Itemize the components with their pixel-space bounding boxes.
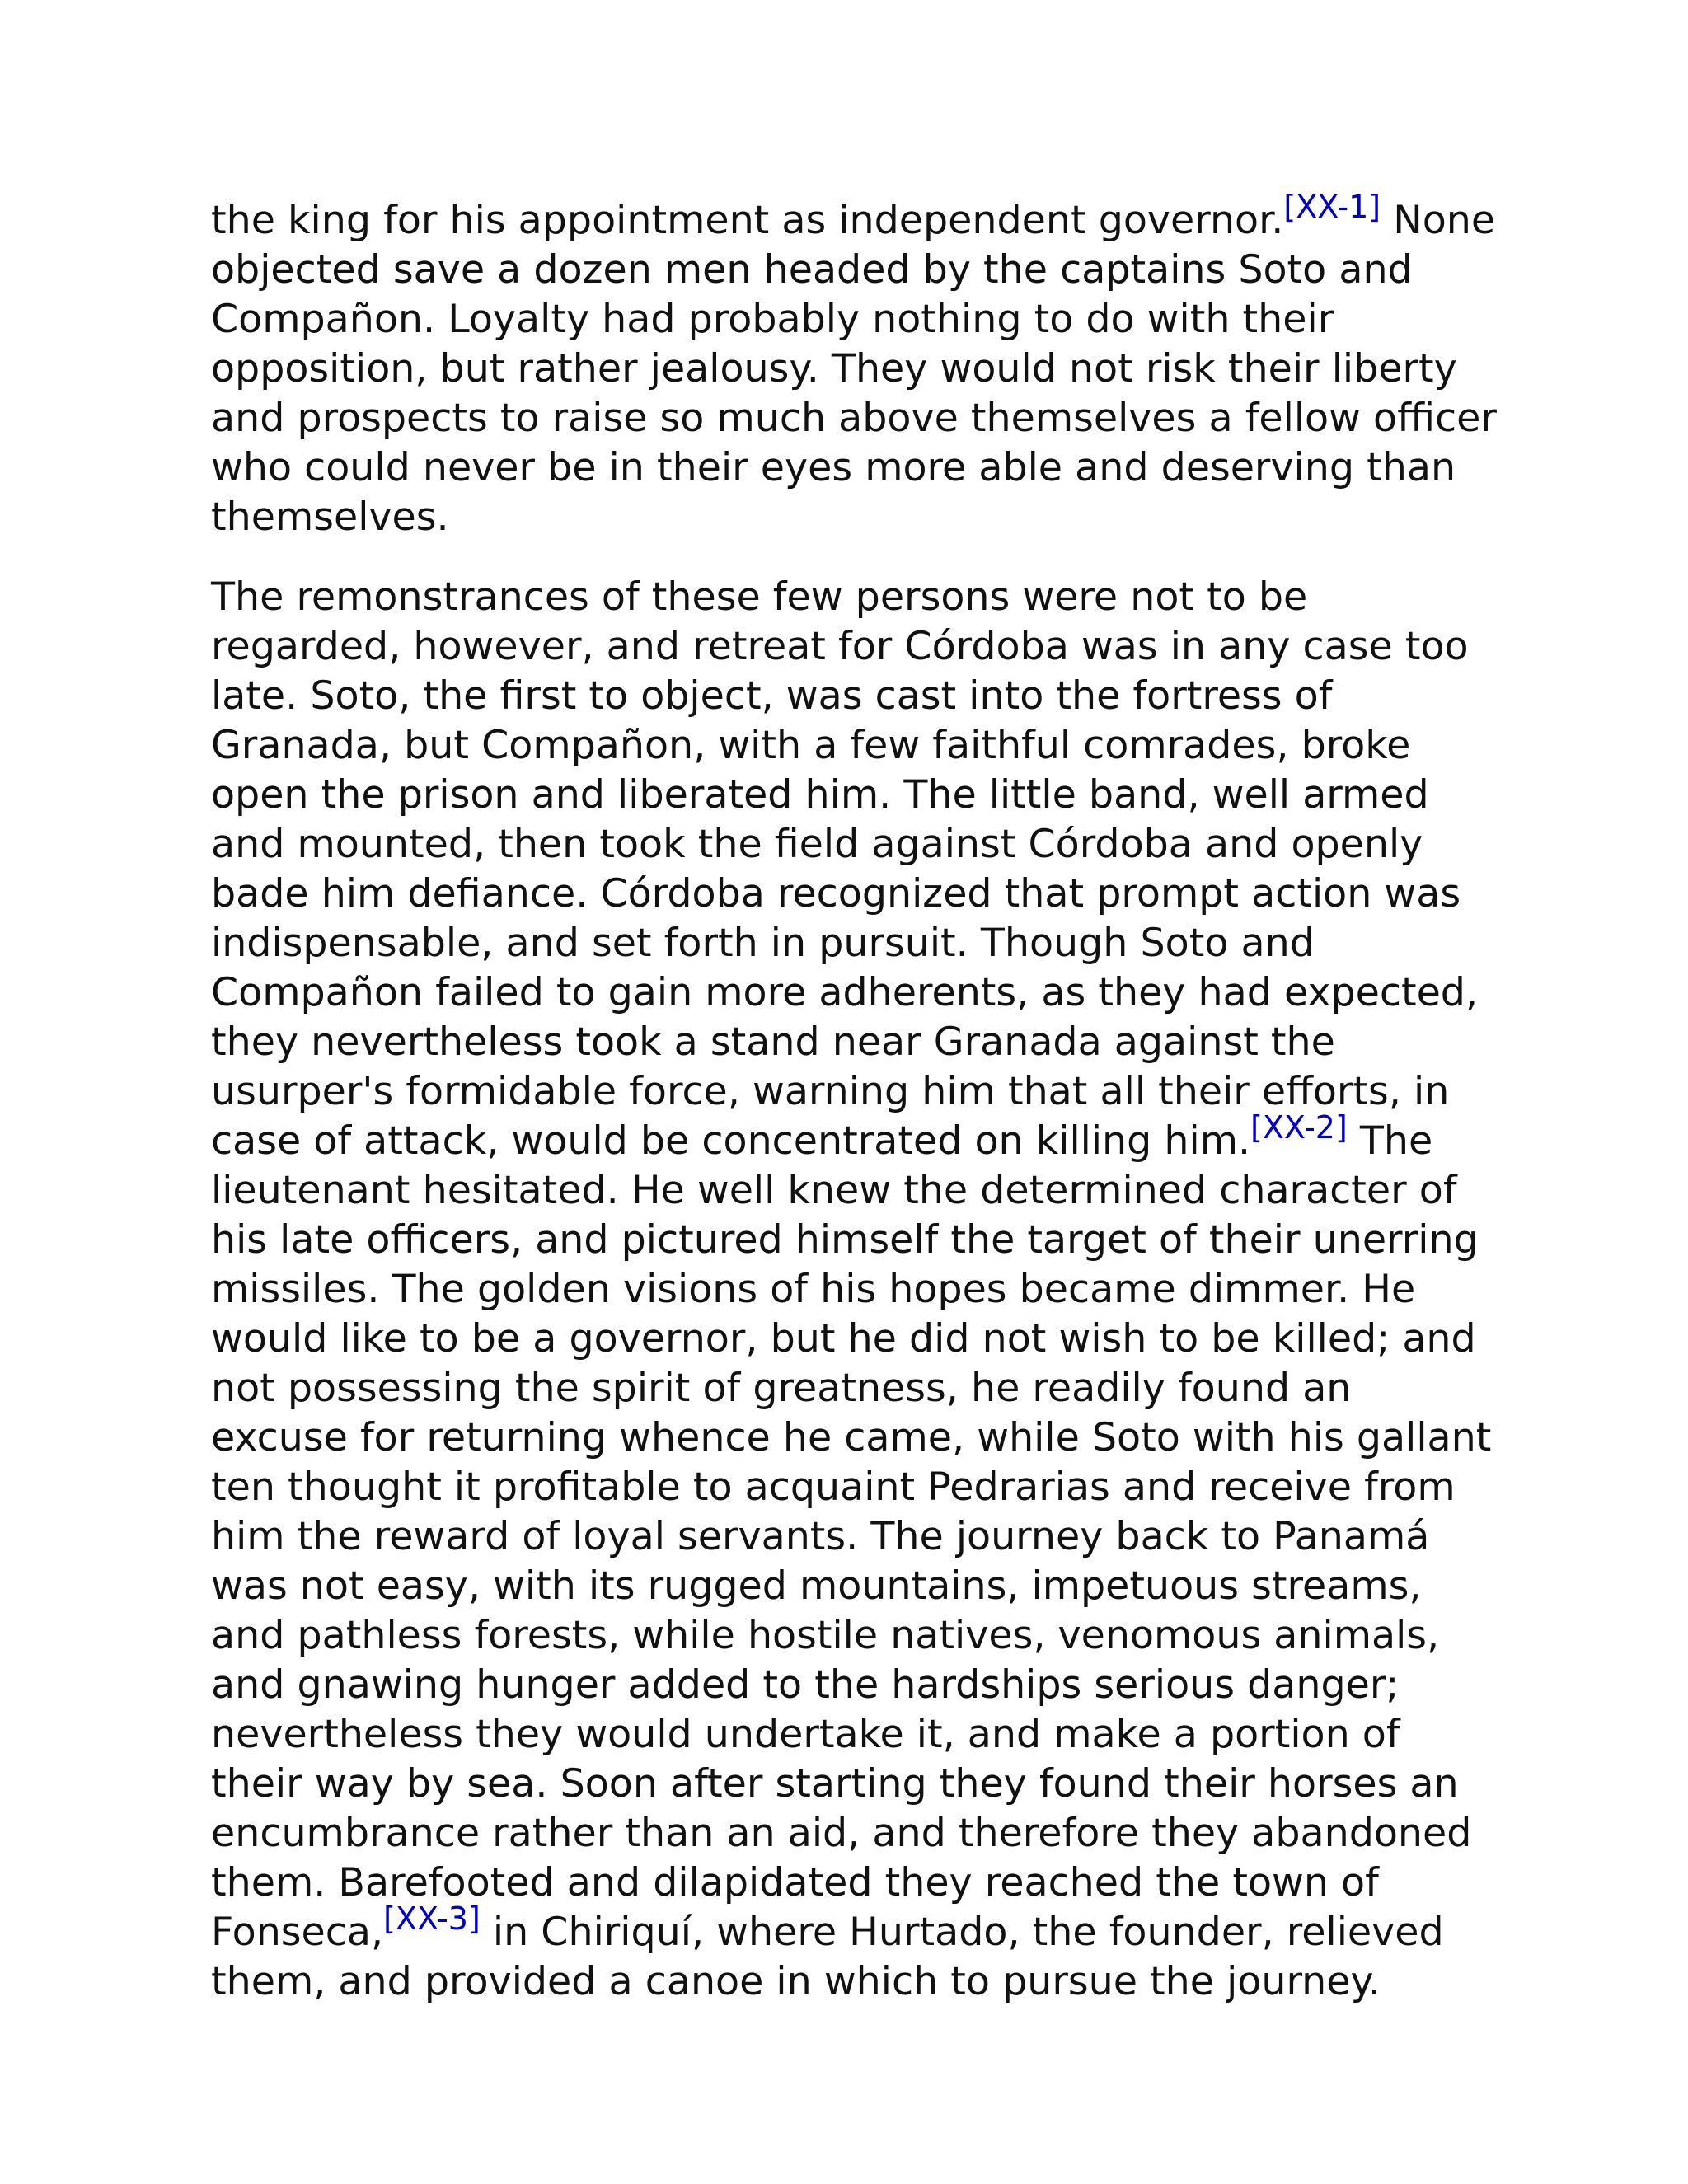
paragraph-text: the king for his appointment as independent governor. [211, 198, 1284, 243]
paragraph-text: in Chiriquí, where Hurtado, the founder, relieved them, and provided a canoe in which to pursue the journey. [211, 1910, 1444, 2004]
document-page [211, 189, 1497, 2007]
paragraph-1 [211, 189, 1497, 542]
footnote-link-xx-1[interactable]: [XX-1] [1283, 189, 1381, 225]
paragraph-text: None objected save a dozen men headed by the captains Soto and Compañon. Loyalty had probably nothing to do with their opposition, but rather jealousy. They would not risk their liberty and prospects to raise so much above themselves a fellow officer who could never be in their eyes more able and deserving than themselves. [211, 198, 1497, 540]
paragraph-text: The lieutenant hesitated. He well knew the determined character of his late officers, and pictured himself the target of their unerring missiles. The golden visions of his hopes became dimmer. He would like to be a governor, but he did not wish to be killed; and not possessing the spirit of greatness, he readily found an excuse for returning whence he came, while Soto with his gallant ten thought it profitable to acquaint Pedrarias and receive from him the reward of loyal servants. The journey back to Panamá was not easy, with its rugged mountains, impetuous streams, and pathless forests, while hostile natives, venomous animals, and gnawing hunger added to the hardships serious danger; nevertheless they would undertake it, and make a portion of their way by sea. Soon after starting they found their horses an encumbrance rather than an aid, and therefore they abandoned them. Barefooted and dilapidated they reached the town of Fonseca, [211, 1118, 1492, 1955]
paragraph-text: The remonstrances of these few persons were not to be regarded, however, and retreat for Córdoba was in any case too late. Soto, the first to object, was cast into the fortress of Granada, but Compañon, with a few faithful comrades, broke open the prison and liberated him. The little band, well armed and mounted, then took the field against Córdoba and openly bade him defiance. Córdoba recognized that prompt action was indispensable, and set forth in pursuit. Though Soto and Compañon failed to gain more adherents, as they had expected, they nevertheless took a stand near Granada against the usurper's formidable force, warning him that all their efforts, in case of attack, would be concentrated on killing him. [211, 574, 1479, 1164]
footnote-link-xx-2[interactable]: [XX-2] [1250, 1109, 1348, 1146]
paragraph-2 [211, 573, 1497, 2007]
footnote-link-xx-3[interactable]: [XX-3] [383, 1900, 481, 1937]
